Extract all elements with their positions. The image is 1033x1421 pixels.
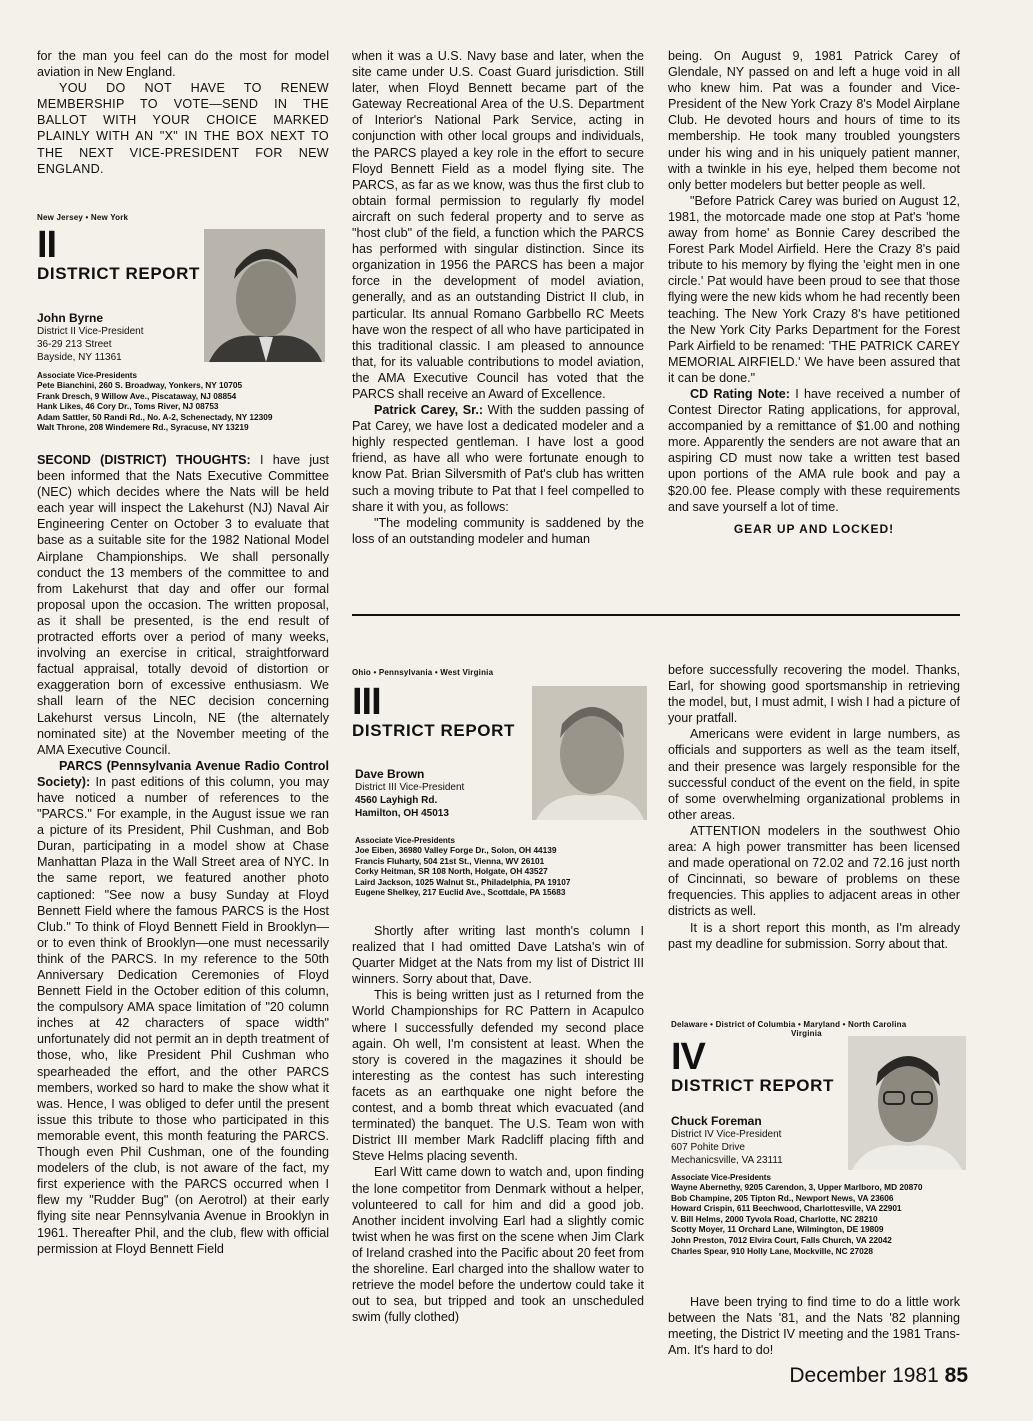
district-3-assoc-0: Joe Eiben, 36980 Valley Forge Dr., Solon, OH 44139 <box>355 845 557 855</box>
district-2-vp-addr1: 36-29 213 Street <box>37 339 112 350</box>
district-4-vp-name: Chuck Foreman <box>671 1114 762 1128</box>
district-3-paragraph-2: This is being written just as I returned from the World Championships for RC Pattern in Acapulco where I successfully defended my second place again. Oh well, I'm consistent at least. When the story is covered in the magazines it should be interesting as the contest has such interesting facets as an earthquake one night before the contest, and a bomb threat which evacuated (and terminated) the banquet. The U.S. Team won with District III member Mark Radcliff placing fifth and Steve Helms placing seventh. <box>352 988 644 1164</box>
district-4-roman: IV <box>671 1036 705 1078</box>
second-thoughts-lead: SECOND (DISTRICT) THOUGHTS: <box>37 453 251 467</box>
parcs-continued: when it was a U.S. Navy base and later, when the site came under U.S. Coast Guard jurisdiction. Still later, when Floyd Bennett became part of the Gateway Recreational Area of the U.S. Department of Interior's National Park Service, acting in conjunction with other local groups and individuals, the PARCS played a key role in the effort to secure Floyd Bennett Field as a model flying site. The PARCS, as far as we know, was thus the first club to obtain formal permission to regularly fly model aircraft on such federal property and to serve as "host club" of the field, a function which the PARCS has performed with singular distinction. Since its organization in 1956 the PARCS has been a major force in the development of model aviation, generally, and as an outstanding District II club, in particular. Its annual Romano Garbbello RC Meets have won the respect of all who have participated in this traditional classic. I am pleased to announce that, for its valuable contributions to model aviation, the AMA Executive Council has voted that the PARCS shall receive an Award of Excellence. <box>352 49 644 401</box>
district-2-assoc-1: Frank Dresch, 9 Willow Ave., Piscataway, NJ 08854 <box>37 390 237 401</box>
tribute-continued: being. On August 9, 1981 Patrick Carey of Glendale, NY passed on and left a huge void in all who knew him. Pat was a founder and Vice-President of the New York Crazy 8's Model Airplane Club. He devoted hours and hours of time to its membership. He took many troubled youngsters under his wing and in his uniquely patient manner, with a twinkle in his eye, helped them become not only better modelers but better people as well. <box>668 49 960 192</box>
district-4-assoc-1: Bob Champine, 205 Tipton Rd., Newport News, VA 23606 <box>671 1192 894 1203</box>
district-4-title: DISTRICT REPORT <box>671 1076 834 1095</box>
district-4-states: Delaware • District of Columbia • Maryland • North Carolina <box>671 1020 907 1029</box>
carey-paragraph <box>352 402 644 515</box>
district-4-vp-title: District IV Vice-President <box>671 1129 782 1140</box>
district-3-closing: It is a short report this month, as I'm already past my deadline for submission. Sorry about that. <box>668 920 960 951</box>
district-2-signoff: GEAR UP AND LOCKED! <box>733 521 895 536</box>
district-2-col1-body <box>37 452 329 1257</box>
district-2-assoc-3: Adam Sattler, 50 Randi Rd., No. A-2, Schenectady, NY 12309 <box>37 411 273 422</box>
district-3-assoc-heading: Associate Vice-Presidents <box>355 836 455 845</box>
district-2-vp-name: John Byrne <box>37 311 104 325</box>
section-divider <box>352 614 960 616</box>
district-3-vp-block <box>355 767 571 898</box>
district-2-states: New Jersey • New York <box>37 213 129 222</box>
intro-paragraph: for the man you feel can do the most for model aviation in New England. <box>37 49 329 80</box>
district-2-assoc-4: Walt Throne, 208 Windemere Rd., Syracuse, NY 13219 <box>37 422 249 433</box>
district-4-assoc-0: Wayne Abernethy, 9205 Carendon, 3, Upper Marlboro, MD 20870 <box>671 1182 923 1192</box>
district-2-assoc-heading: Associate Vice-Presidents <box>37 371 137 380</box>
district-2-col3-body <box>668 48 960 537</box>
page-footer <box>789 1364 968 1388</box>
district-3-vp-title: District III Vice-President <box>355 782 465 793</box>
district-3-americans: Americans were evident in large numbers, as officials and supporters as well as the team itself, and their presence was largely responsible for the successful conduct of the event on the field, in spite of some overwhelming organizational problems in other areas. <box>668 727 960 822</box>
district-3-paragraph-3: Earl Witt came down to watch and, upon finding the lone competitor from Denmark without a helper, volunteered to call for him and did a good job. Another incident involving Earl had a slightly comic twist when he was first on the scene when Jim Clark of Ireland crashed into the Pacific about 20 feet from the shoreline. Earl charged into the shallow water to retrieve the model before the undertow could take it out to sea, but tripped and took an unscheduled swim (fully clothed) <box>352 1165 644 1325</box>
ballot-notice: YOU DO NOT HAVE TO RENEW MEMBERSHIP TO VOTE—SEND IN THE BALLOT WITH YOUR CHOICE MARKED PLAINLY WITH AN "X" IN THE BOX NEXT TO THE NEXT VICE-PRESIDENT FOR NEW ENGLAND. <box>37 81 329 176</box>
district-4-vp-addr1: 607 Pohite Drive <box>671 1142 745 1153</box>
district-2-vp-title: District II Vice-President <box>37 326 144 337</box>
district-2-roman: II <box>37 224 57 266</box>
district-3-assoc-2: Corky Heitman, SR 108 North, Holgate, OH 43527 <box>355 866 548 877</box>
cd-rating-paragraph <box>668 386 960 515</box>
column-1-intro <box>37 48 329 177</box>
district-3-vp-addr2: Hamilton, OH 45013 <box>355 808 449 819</box>
district-4-assoc-4: Scotty Moyer, 11 Orchard Lane, Wilmington, DE 19809 <box>671 1224 884 1235</box>
district-3-roman: III <box>352 681 381 723</box>
parcs-text: In past editions of this column, you may have noticed a number of references to the "PARCS." For example, in the August issue we ran a picture of its President, Phil Cushman, and Bob Duran, participating in a model show at Chase Manhattan Plaza in the Wall Street area of NYC. In the same report, we featured another photo captioned: "See now a busy Sunday at Floyd Bennett Field where the famous PARCS is the Host Club." To think of Floyd Bennett Field in Brooklyn—or to even think of Brooklyn—one must necessarily think of the PARCS. In my reference to the 50th Anniversary Dedication Ceremonies of Floyd Bennett Field in the October edition of this column, the compulsory AMA space limitation of "20 column inches at 42 characters of space width" unfortunately did not permit an in depth treatment of those, who, like President Phil Cushman who spearheaded the effort, and the other PARCS members, worked so hard to make the show what it was. Hence, I was obliged to defer until the present issue this tribute to those who participated in this memorable event, this month featuring the PARCS. Though even Phil Cushman, one of the founding modelers of the club, is not aware of the fact, my first experience with the PARCS occurred when I flew my "Rudder Bug" (on Aerotrol) at their early flying site near Pennsylvania Avenue in Brooklyn in 1961. Thereafter Phil, and the club, flew with official permission at Floyd Bennett Field <box>37 774 329 1256</box>
tribute-motorcade: "Before Patrick Carey was buried on August 12, 1981, the motorcade made one stop at Pat's 'home away from home' as Bonnie Carey described the Forest Park Model Airfield. Here the Crazy 8's paid tribute to his memory by flying the 'eight men in one circle.' Pat would have been proud to see that those flying were the new kids whom he had recently been teaching. The New York Crazy 8's have petitioned the New York City Parks Department for the Forest Park Airfield to be renamed: 'THE PATRICK CAREY MEMORIAL AIRFIELD.' We have been assured that it can be done." <box>668 193 960 385</box>
district-4-assoc-2: Howard Crispin, 611 Beechwood, Charlottesville, VA 22901 <box>671 1203 902 1214</box>
district-4-assoc-5: John Preston, 7012 Elvira Court, Falls Church, VA 22042 <box>671 1234 892 1245</box>
district-4-assoc-heading: Associate Vice-Presidents <box>671 1173 771 1182</box>
district-4-body <box>668 1294 960 1358</box>
district-3-title: DISTRICT REPORT <box>352 721 515 740</box>
district-3-assoc-3: Laird Jackson, 1025 Walnut St., Philadelphia, PA 19107 <box>355 876 571 887</box>
district-4-assoc-6: Charles Spear, 910 Holly Lane, Mockville, NC 27028 <box>671 1245 873 1256</box>
district-2-assoc-2: Hank Likes, 46 Cory Dr., Toms River, NJ 08753 <box>37 401 219 412</box>
district-3-col2-body <box>352 923 644 1325</box>
district-2-assoc-0: Pete Bianchini, 260 S. Broadway, Yonkers, NY 10705 <box>37 380 243 390</box>
district-4-paragraph-1: Have been trying to find time to do a little work between the Nats '81, and the Nats '82 planning meeting, the District IV meeting and the 1981 Trans-Am. It's hard to do! <box>668 1295 960 1358</box>
district-3-vp-addr1: 4560 Layhigh Rd. <box>355 795 438 806</box>
cd-rating-lead: CD Rating Note: <box>690 386 791 401</box>
district-3-attention: ATTENTION modelers in the southwest Ohio area: A high power transmitter has been licensed and made operational on 72.02 and 72.16 just north of Cincinnati, so beware of problems on these frequencies. This applies to adjacent areas in other districts as well. <box>668 823 960 919</box>
district-4-assoc-3: V. Bill Helms, 2000 Tyvola Road, Charlotte, NC 28210 <box>671 1213 878 1224</box>
district-3-paragraph-1: Shortly after writing last month's column I realized that I had omitted Dave Latsha's win of Quarter Midget at the Nats from my list of District III winners. Sorry about that, Dave. <box>352 924 644 987</box>
district-2-col2-body <box>352 48 644 547</box>
district-4-vp-addr2: Mechanicsville, VA 23111 <box>671 1155 783 1166</box>
carey-lead: Patrick Carey, Sr.: <box>374 403 484 418</box>
carey-text: With the sudden passing of Pat Carey, we have lost a dedicated modeler and a highly respected gentleman. I have lost a good friend, as have all who were fortunate enough to know Pat. Brian Silversmith of Pat's club has written such a moving tribute to Pat that I feel compelled to share it with you, as follows: <box>352 403 644 514</box>
district-2-title: DISTRICT REPORT <box>37 264 200 283</box>
district-2-header <box>37 213 200 284</box>
district-4-vp-block <box>671 1114 922 1256</box>
tribute-start: "The modeling community is saddened by the loss of an outstanding modeler and human <box>352 515 644 546</box>
district-3-assoc-4: Eugene Shelkey, 217 Euclid Ave., Scottdale, PA 15683 <box>355 887 566 898</box>
parcs-paragraph <box>37 758 329 1257</box>
district-3-assoc-1: Francis Fluharty, 504 21st St., Vienna, WV 26101 <box>355 855 545 866</box>
second-thoughts-paragraph <box>37 452 329 758</box>
second-thoughts-text: I have just been informed that the Nats Executive Committee (NEC) which decides where the Nats will be held each year will inspect the Lakehurst (NJ) Naval Air Engineering Center on October 3 to evaluate that base as a suitable site for the 1982 National Model Airplane Championships. We shall personally conduct the 13 members of the committee to and from Lakehurst that day and offer our formal proposal upon the occasion. The written proposal, as it shall be presented, is the end result of protracted efforts over a period of many weeks, involving an exercise in critical, straightforward factual appraisal, totally devoid of distortion or exaggeration born of excessive enthusiasm. We shall learn of the NEC decision concerning Lakehurst versus Lincoln, NE (the alternately nominated site) at the November meeting of the AMA Executive Council. <box>37 453 329 757</box>
district-3-continued: before successfully recovering the model. Thanks, Earl, for showing good sportsmanship in retrieving the model, but, I must admit, I wish I had a picture of your pratfall. <box>668 663 960 726</box>
district-3-col3-body <box>668 662 960 952</box>
district-3-vp-name: Dave Brown <box>355 767 425 781</box>
district-2-vp-addr2: Bayside, NY 11361 <box>37 352 122 363</box>
district-3-states: Ohio • Pennsylvania • West Virginia <box>352 668 494 677</box>
district-3-header <box>352 668 515 741</box>
page-number: 85 <box>944 1364 968 1387</box>
district-4-states-2: Virginia <box>791 1029 822 1038</box>
issue-date: December 1981 <box>789 1364 939 1387</box>
cd-rating-text: I have received a number of Contest Director Rating applications, for approval, accompanied by a remittance of $1.00 and nothing more. Apparently the senders are not aware that an aspiring CD must now take a written test based upon portions of the AMA rule book and pay a $20.00 fee. Please comply with these requirements and save yourself a lot of time. <box>668 386 960 514</box>
parcs-lead: PARCS (Pennsylvania Avenue Radio Control Society): <box>37 758 329 789</box>
district-2-vp-block <box>37 311 272 433</box>
